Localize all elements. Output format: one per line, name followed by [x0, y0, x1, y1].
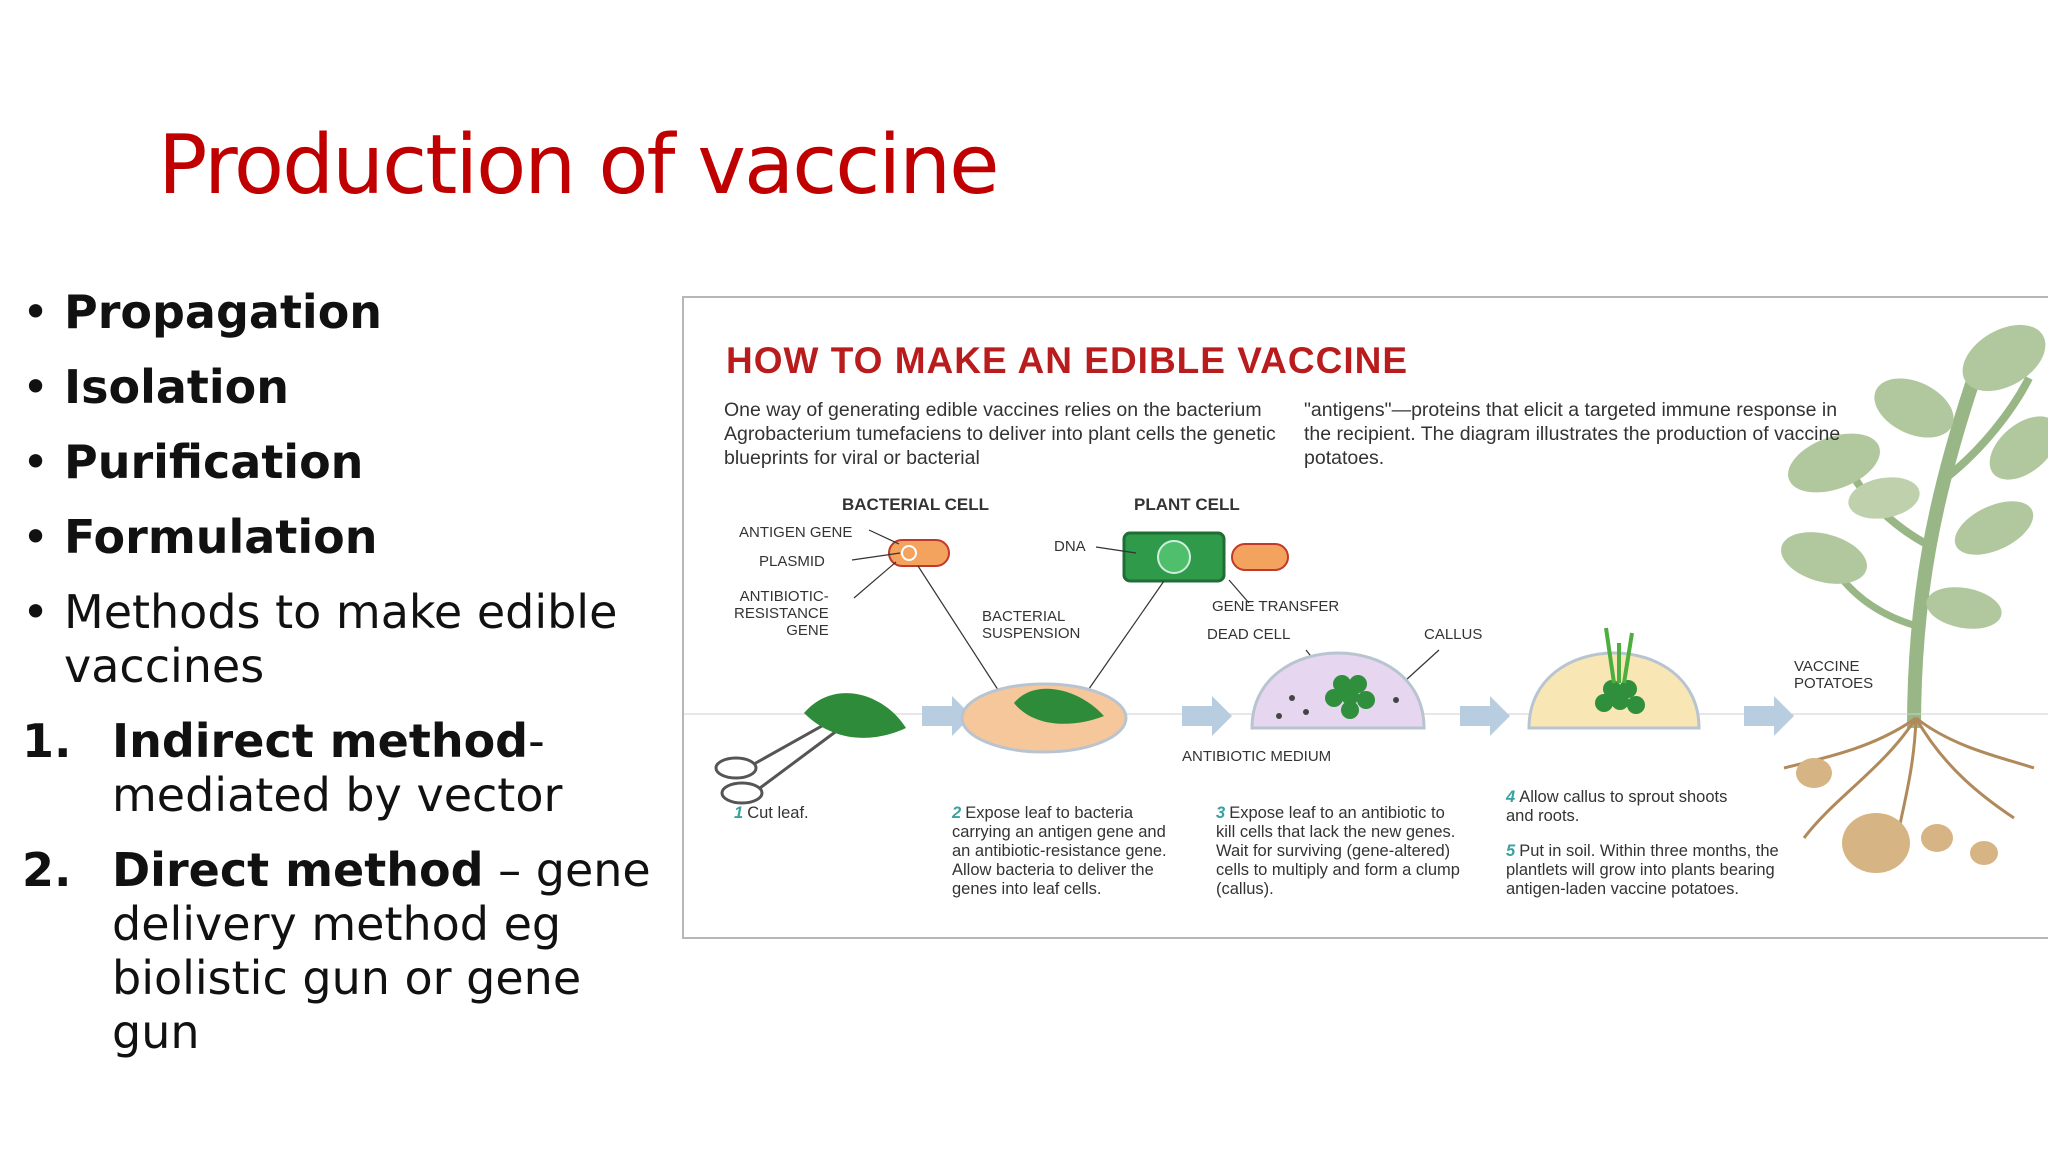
number-marker: 1. [22, 714, 72, 768]
step-5 [1506, 842, 1806, 899]
number-marker: 2. [22, 843, 72, 897]
intro-text-right: "antigens"—proteins that elicit a targeted immune response in the recipient. The diagram illustrates the production of vaccine potatoes. [1304, 399, 1841, 469]
antibiotic-medium-label: ANTIBIOTIC MEDIUM [1182, 748, 1332, 765]
bullet-bold-text: Isolation [64, 360, 290, 414]
step-1 [734, 804, 884, 823]
dead-cell-label: DEAD CELL [1207, 626, 1291, 643]
plasmid-label: PLASMID [759, 553, 825, 570]
numbered-bold-text: Direct method [112, 843, 484, 897]
vaccine-potatoes-label: VACCINE POTATOES [1794, 658, 1874, 692]
bullet-marker: • [22, 585, 50, 639]
numbered-item [22, 714, 672, 822]
antibiotic-resistance-gene-label: ANTIBIOTIC- RESISTANCE GENE [734, 588, 829, 639]
bacterial-suspension-label: BACTERIAL SUSPENSION [982, 608, 1081, 642]
numbered-text: -mediated by vector [112, 714, 563, 822]
antigen-gene-label: ANTIGEN GENE [739, 524, 853, 541]
bullet-bold-text: Propagation [64, 285, 383, 339]
step-4 [1506, 788, 1756, 826]
step-text: Expose leaf to bacteria carrying an antigen gene and an antibiotic-resistance gene. Allow bacteria to deliver the genes into leaf cells. [952, 804, 1167, 898]
step-number: 5 [1506, 842, 1516, 860]
dna-label: DNA [1054, 538, 1086, 555]
bullet-item [22, 510, 672, 564]
bullet-item [22, 585, 672, 693]
bullet-text: Methods to make edible vaccines [64, 585, 618, 693]
intro-text-left: One way of generating edible vaccines relies on the bacterium Agrobacterium tumefaciens to deliver into plant cells the genetic blueprints for viral or bacterial [724, 399, 1276, 469]
bullet-item [22, 360, 672, 414]
bullet-bold-text: Purification [64, 435, 364, 489]
numbered-text: – gene delivery method eg biolistic gun or gene gun [112, 843, 651, 1059]
numbered-bold-text: Indirect method [112, 714, 529, 768]
bullet-list [22, 285, 672, 1080]
nucleus-shape [1158, 541, 1190, 573]
figure-title: HOW TO MAKE AN EDIBLE VACCINE [726, 340, 1408, 381]
step-3 [1216, 804, 1466, 899]
bullet-marker: • [22, 510, 50, 564]
bullet-marker: • [22, 285, 50, 339]
plant-cell-label: PLANT CELL [1134, 495, 1240, 514]
bullet-bold-text: Formulation [64, 510, 378, 564]
potato-small [1921, 824, 1953, 852]
bacterium-gene-transfer-shape [1232, 544, 1288, 570]
potato-small [1970, 841, 1998, 865]
step-text: Cut leaf. [747, 804, 809, 822]
bullet-marker: • [22, 360, 50, 414]
numbered-item [22, 843, 672, 1059]
potato-large [1842, 813, 1910, 873]
bacterial-cell-label: BACTERIAL CELL [842, 495, 990, 514]
step-2 [952, 804, 1184, 899]
step-text: Expose leaf to an antibiotic to kill cells that lack the new genes. Wait for surviving (gene-altered) cells to multiply and form a clump (callus). [1216, 804, 1460, 898]
step-text: Allow callus to sprout shoots and roots. [1506, 788, 1728, 825]
bullet-item [22, 435, 672, 489]
edible-vaccine-figure [682, 296, 2048, 939]
leaf-shape [804, 693, 906, 738]
gene-transfer-label: GENE TRANSFER [1212, 598, 1340, 615]
slide-title: Production of vaccine [158, 118, 998, 213]
step-number: 4 [1506, 788, 1516, 806]
step-number: 2 [952, 804, 962, 822]
bullet-item [22, 285, 672, 339]
step-text: Put in soil. Within three months, the plantlets will grow into plants bearing antigen-laden vaccine potatoes. [1506, 842, 1779, 898]
callus-label: CALLUS [1424, 626, 1483, 643]
potato-small [1796, 758, 1832, 788]
step-number: 1 [734, 804, 744, 822]
bullet-marker: • [22, 435, 50, 489]
step-number: 3 [1216, 804, 1226, 822]
